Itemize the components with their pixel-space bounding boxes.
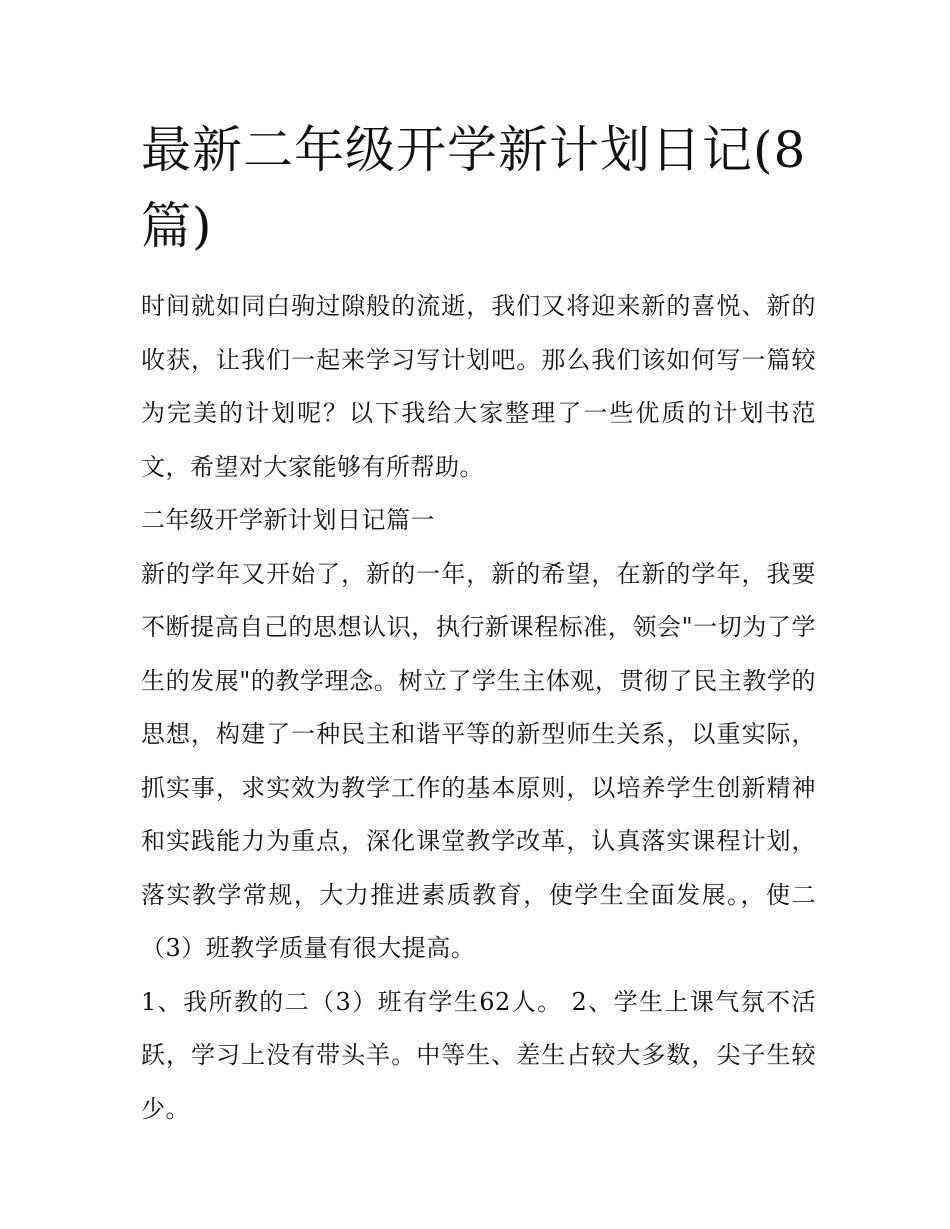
document-title: 最新二年级开学新计划日记(8篇) bbox=[141, 121, 807, 255]
intro-paragraph: 时间就如同白驹过隙般的流逝，我们又将迎来新的喜悦、新的收获，让我们一起来学习写计划吧。那么我们该如何写一篇较为完美的计划呢？以下我给大家整理了一些优质的计划书范文，希望对大家能够有所帮助。 bbox=[141, 292, 816, 481]
section-heading: 二年级开学新计划日记篇一 bbox=[141, 506, 435, 534]
section-paragraph: 新的学年又开始了，新的一年，新的希望，在新的学年，我要不断提高自己的思想认识，执行新课程标准，领会"一切为了学生的发展"的教学理念。树立了学生主体观，贯彻了民主教学的思想，构建了一种民主和谐平等的新型师生关系，以重实际，抓实事，求实效为教学工作的基本原则，以培养学生创新精神和实践能力为重点，深化课堂教学改革，认真落实课程计划，落实教学常规，大力推进素质教育，使学生全面发展。，使二（3）班教学质量有很大提高。 bbox=[141, 559, 816, 962]
section-paragraph: 1、我所教的二（3）班有学生62人。 2、学生上课气氛不活跃，学习上没有带头羊。中等生、差生占较大多数，尖子生较少。 bbox=[141, 987, 816, 1123]
document-body bbox=[141, 112, 816, 1136]
